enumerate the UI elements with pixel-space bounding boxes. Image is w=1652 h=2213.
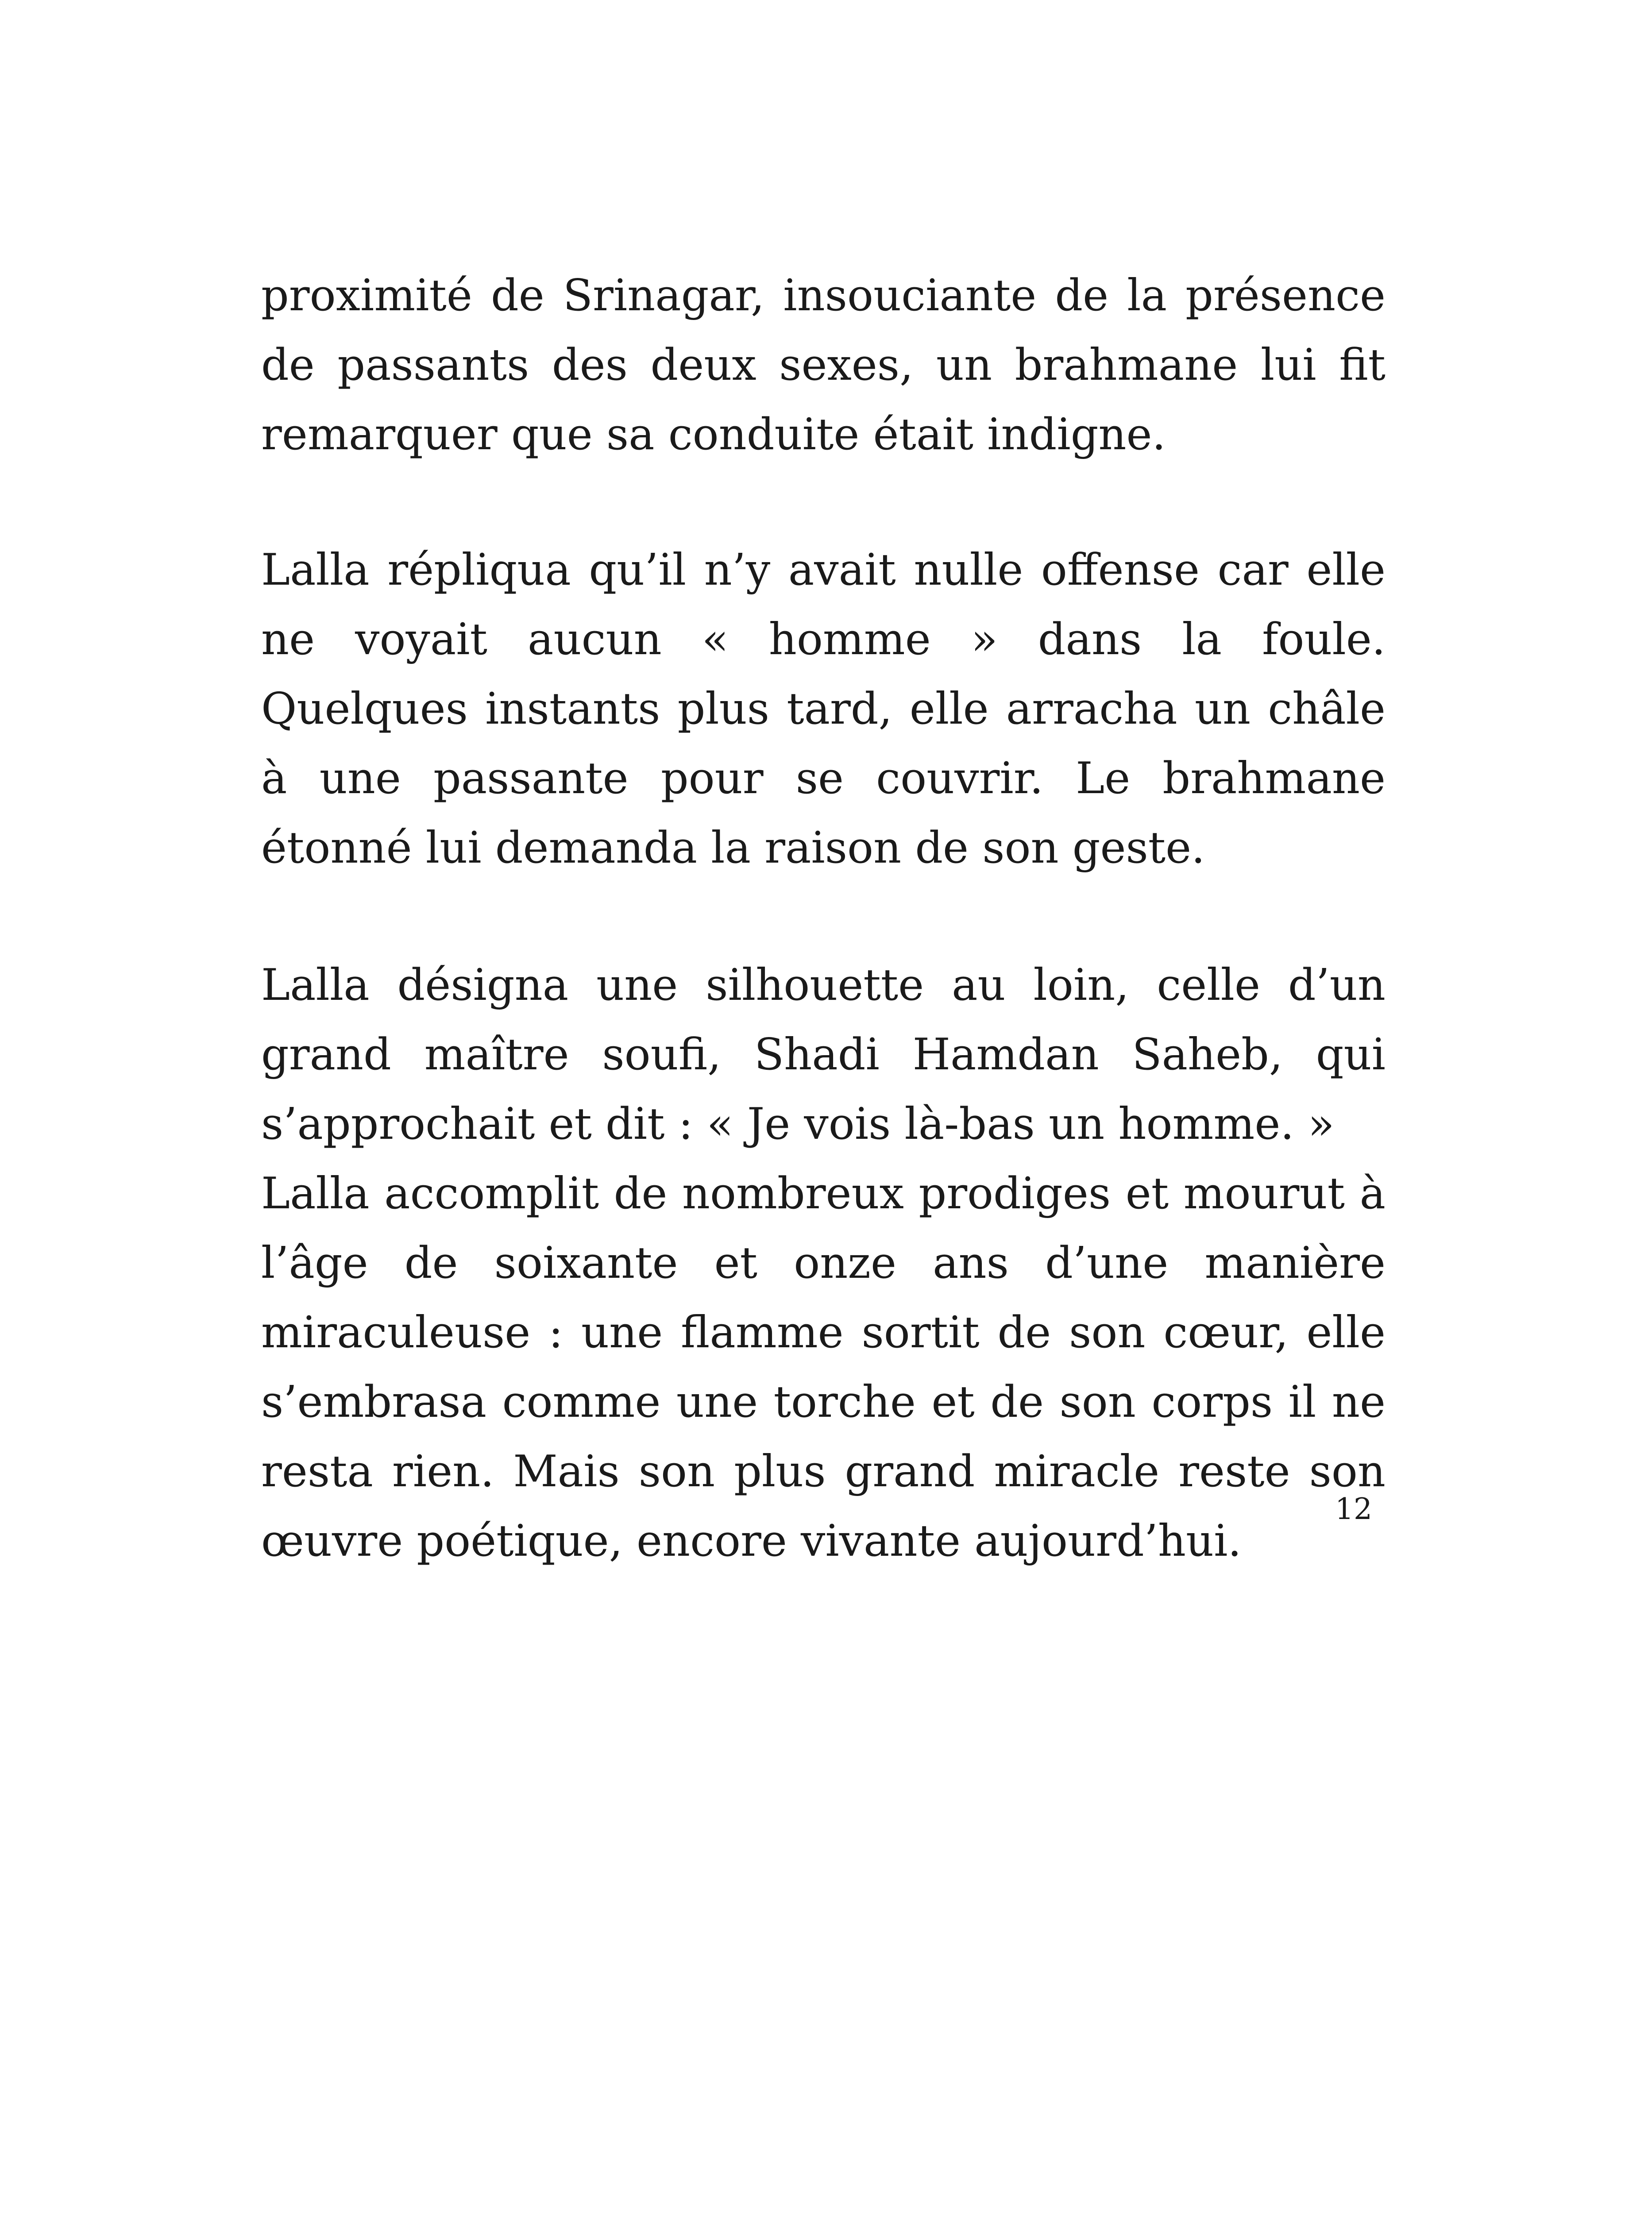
paragraph-block-2 bbox=[261, 536, 1386, 883]
paragraph-block-1 bbox=[261, 261, 1386, 470]
paragraph: Lalla accomplit de nombreux prodiges et mourut à l’âge de soixante et onze ans d’une manière miraculeuse : une flamme sortit de son cœur, elle s’embrasa comme une torche et de son corps il ne resta rien. Mais son plus grand miracle reste son œuvre poétique, encore vivante aujourd’hui. bbox=[261, 1168, 1386, 1566]
page-number: 12 bbox=[1335, 1492, 1372, 1526]
paragraph: Lalla désigna une silhouette au loin, celle d’un grand maître soufi, Shadi Hamdan Saheb, qui s’approchait et dit : « Je vois là-bas un homme. » bbox=[261, 960, 1386, 1149]
paragraph: proximité de Srinagar, insouciante de la présence de passants des deux sexes, un brahmane lui fit remarquer que sa conduite était indigne. bbox=[261, 270, 1386, 460]
paragraph-block-3 bbox=[261, 951, 1386, 1576]
paragraph: Lalla répliqua qu’il n’y avait nulle offense car elle ne voyait aucun « homme » dans la foule. Quelques instants plus tard, elle arracha un châle à une passante pour se couvrir. Le brahmane étonné lui demanda la raison de son geste. bbox=[261, 545, 1386, 873]
